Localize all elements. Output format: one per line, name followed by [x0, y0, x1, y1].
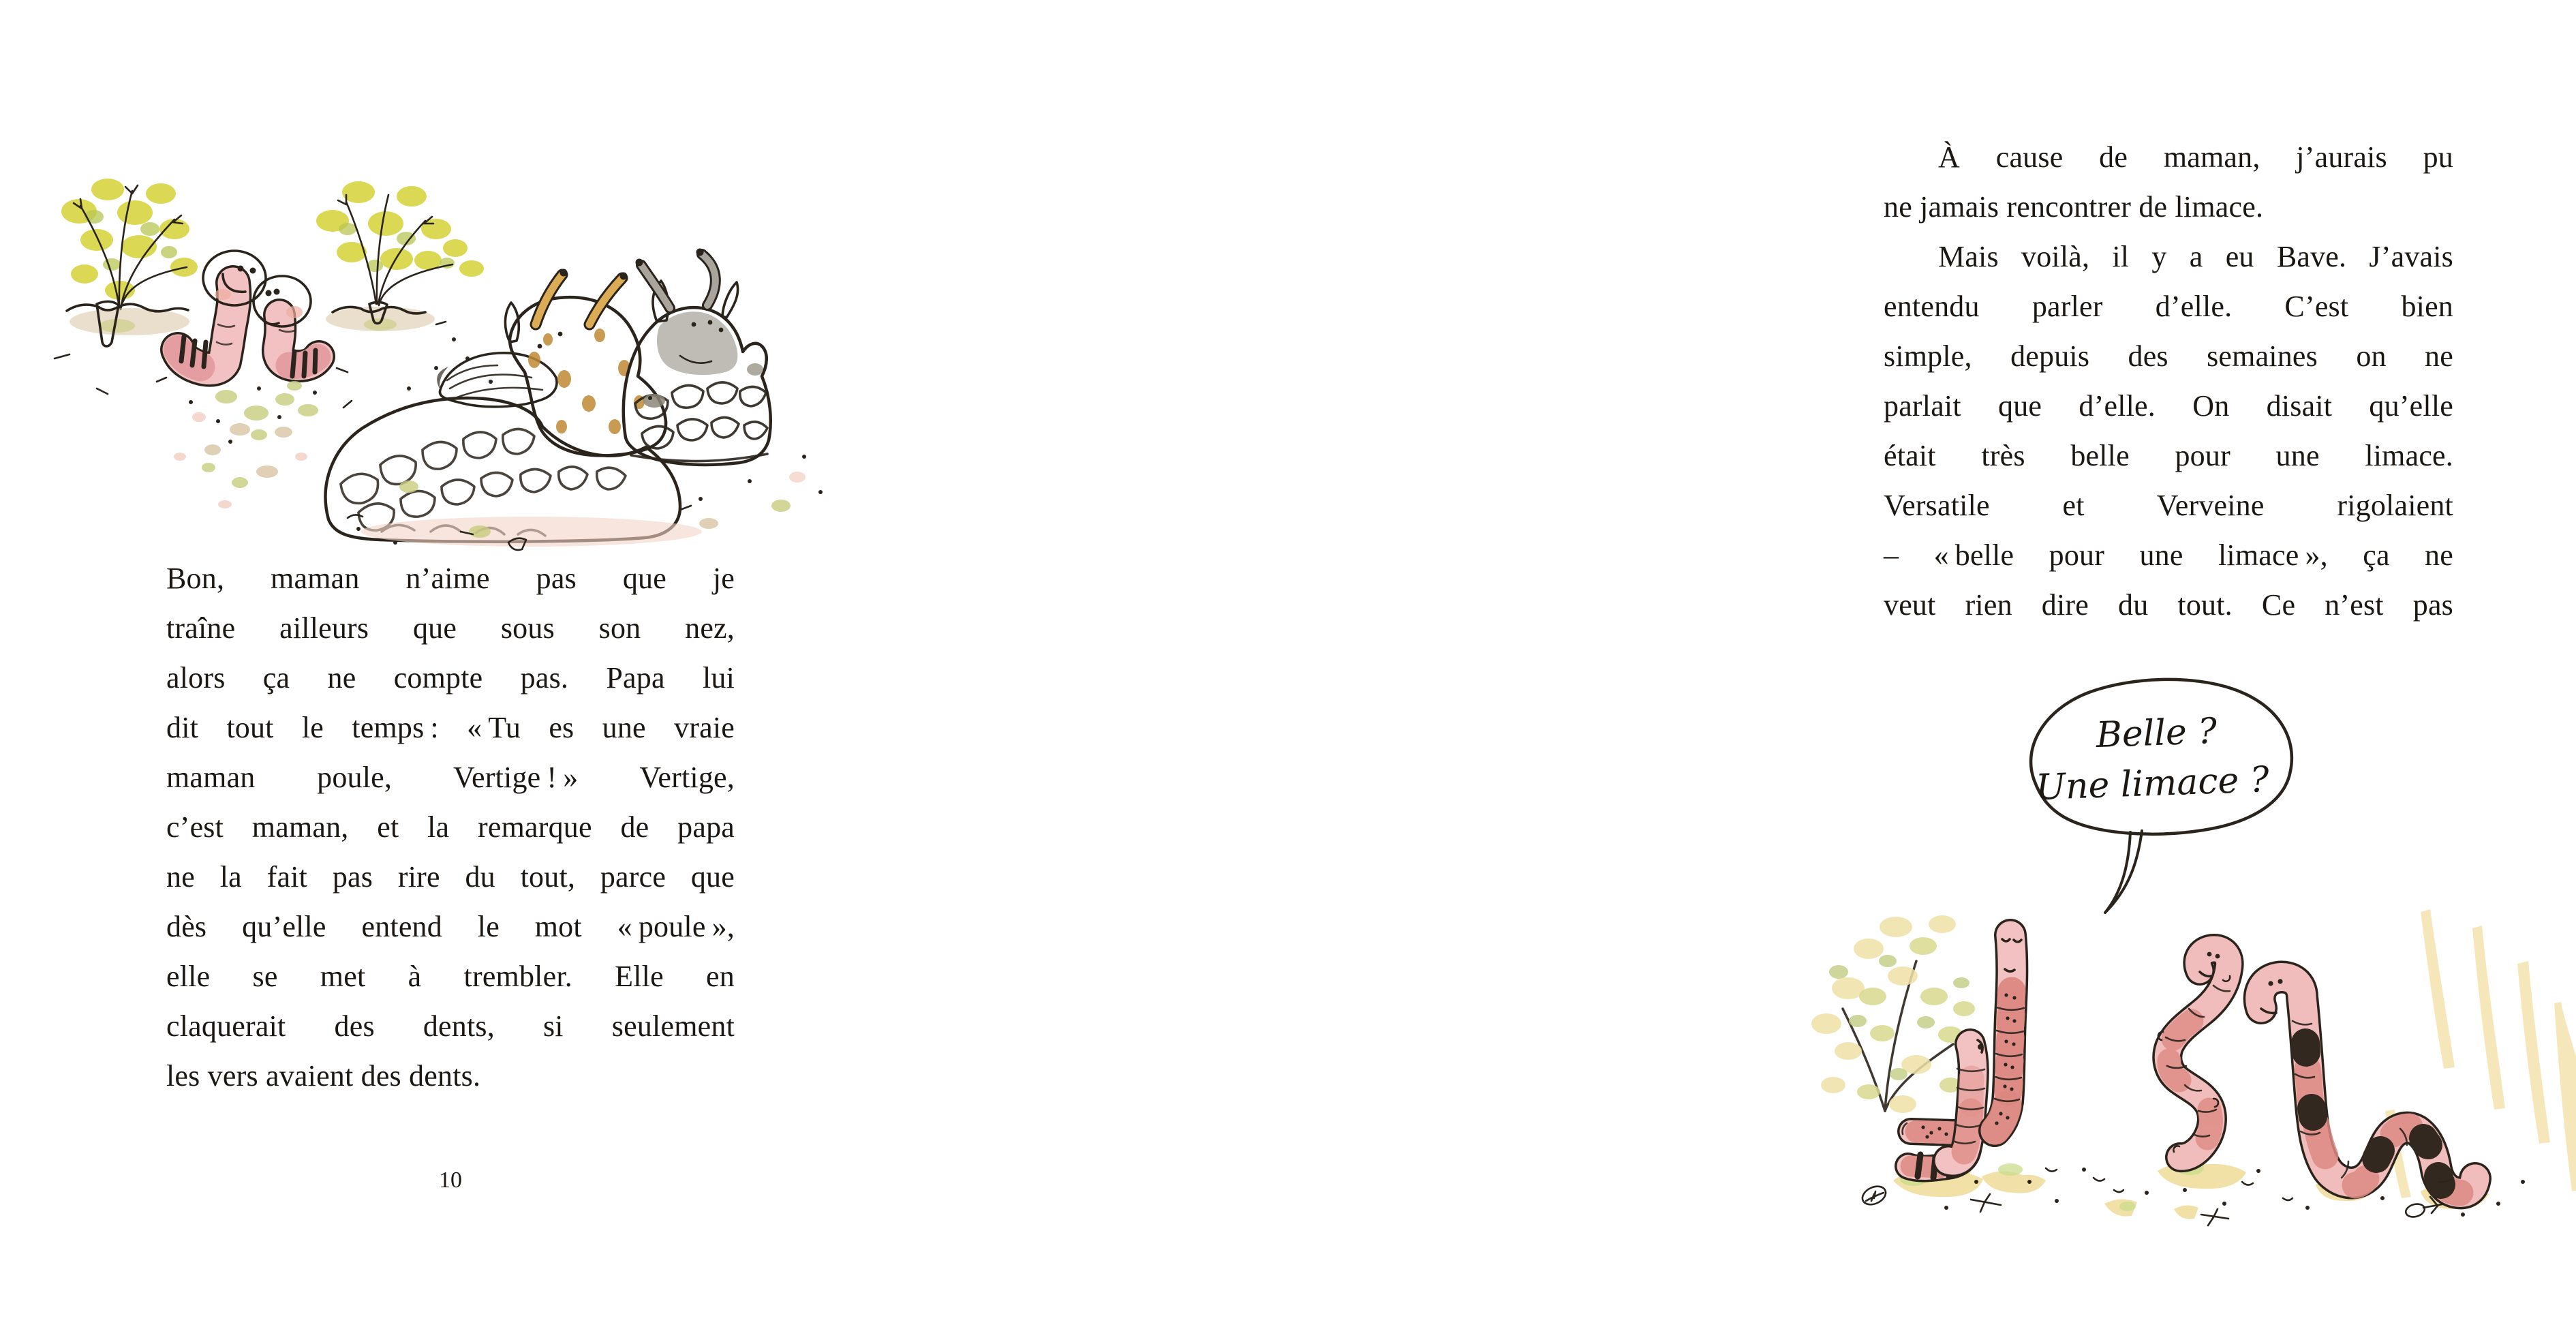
left-text-column	[166, 553, 735, 1101]
text-line: Mais voilà, il y a eu Bave. J’avais	[1938, 240, 2453, 273]
right-text-column	[1884, 132, 2453, 630]
text-line: dit tout le temps : « Tu es une vraie	[166, 711, 735, 744]
carrot-plant	[316, 181, 484, 331]
left-page	[0, 0, 872, 1327]
text-line: alors ça ne compte pas. Papa lui	[166, 661, 735, 695]
text-line: était très belle pour une limace.	[1884, 439, 2453, 472]
text-line: À cause de maman, j’aurais pu	[1938, 140, 2453, 174]
speech-bubble-tail	[2105, 831, 2142, 913]
text-line: Bon, maman n’aime pas que je	[166, 562, 735, 595]
garden-illustration	[55, 164, 859, 552]
text-line: ne jamais rencontrer de limace.	[1884, 190, 2264, 224]
grey-slug	[624, 249, 771, 465]
carrot-plant	[61, 179, 198, 309]
speech-bubble	[1993, 671, 2320, 924]
text-line: Versatile et Verveine rigolaient	[1884, 489, 2453, 522]
text-line: c’est maman, et la remarque de papa	[166, 810, 735, 844]
text-line: – « belle pour une limace », ça ne	[1884, 538, 2453, 572]
text-line: parlait que d’elle. On disait qu’elle	[1884, 389, 2453, 423]
text-line: dès qu’elle entend le mot « poule »,	[166, 910, 735, 943]
worm	[1948, 1040, 1984, 1161]
worm	[2158, 949, 2230, 1157]
worms-illustration	[1806, 906, 2576, 1234]
text-line: entendu parler d’elle. C’est bien	[1884, 290, 2453, 323]
text-line: claquerait des dents, si seulement	[166, 1009, 735, 1043]
text-line: simple, depuis des semaines on ne	[1884, 339, 2453, 373]
foliage	[1811, 915, 1975, 1113]
speech-bubble-outline	[2031, 680, 2292, 834]
text-line: traîne ailleurs que sous son nez,	[166, 611, 735, 645]
text-line: maman poule, Vertige ! » Vertige,	[166, 761, 735, 794]
page-number: 10	[439, 1168, 462, 1193]
text-line: elle se met à trembler. Elle en	[166, 960, 735, 993]
speech-bubble-text: Belle ?	[2095, 710, 2218, 757]
text-line: veut rien dire du tout. Ce n’est pas	[1884, 588, 2453, 622]
grass	[2385, 909, 2576, 1198]
right-page	[872, 0, 2453, 1327]
text-line: ne la fait pas rire du tout, parce que	[166, 860, 735, 894]
speech-bubble-text: Une limace ?	[2035, 759, 2270, 808]
worm	[1995, 935, 2024, 1131]
text-line: les vers avaient des dents.	[166, 1059, 481, 1093]
